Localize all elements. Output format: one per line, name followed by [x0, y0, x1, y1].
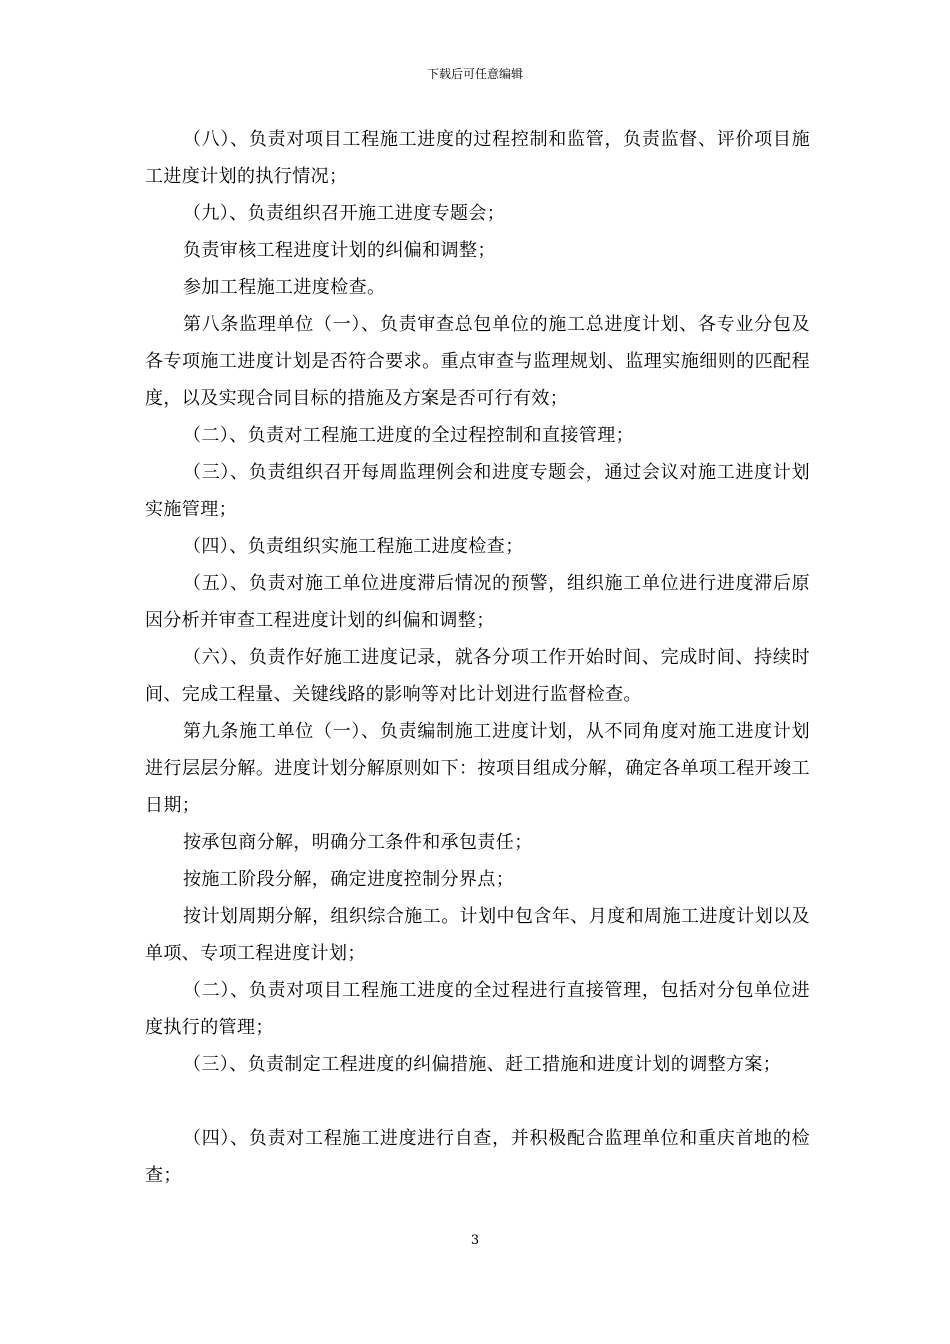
paragraph: （五）、负责对施工单位进度滞后情况的预警，组织施工单位进行进度滞后原因分析并审查工程进度计划的纠偏和调整；: [145, 573, 810, 631]
document-body: [145, 121, 810, 1194]
paragraph: 第八条监理单位（一）、负责审查总包单位的施工总进度计划、各专业分包及各专项施工进度计划是否符合要求。重点审查与监理规划、监理实施细则的匹配程度，以及实现合同目标的措施及方案是否可行有效；: [145, 314, 810, 409]
paragraph: 按计划周期分解，组织综合施工。计划中包含年、月度和周施工进度计划以及单项、专项工程进度计划；: [145, 906, 810, 964]
paragraph: 按施工阶段分解，确定进度控制分界点；: [183, 869, 515, 890]
paragraph: （四）、负责对工程施工进度进行自查，并积极配合监理单位和重庆首地的检查；: [145, 1128, 810, 1186]
paragraph: （八）、负责对项目工程施工进度的过程控制和监管，负责监督、评价项目施工进度计划的执行情况；: [145, 129, 810, 187]
page-header: 下载后可任意编辑: [426, 67, 523, 81]
paragraph: （九）、负责组织召开施工进度专题会；: [183, 203, 506, 224]
paragraph: （四）、负责组织实施工程施工进度检查；: [183, 536, 524, 557]
paragraph: （六）、负责作好施工进度记录，就各分项工作开始时间、完成时间、持续时间、完成工程量、关键线路的影响等对比计划进行监督检查。: [145, 647, 810, 705]
paragraph: 第九条施工单位（一）、负责编制施工进度计划，从不同角度对施工进度计划进行层层分解。进度计划分解原则如下：按项目组成分解，确定各单项工程开竣工日期；: [145, 721, 810, 816]
paragraph: （二）、负责对工程施工进度的全过程控制和直接管理；: [183, 425, 634, 446]
paragraph: 负责审核工程进度计划的纠偏和调整；: [183, 240, 496, 261]
page-number: 3: [470, 1233, 480, 1248]
paragraph: （二）、负责对项目工程施工进度的全过程进行直接管理，包括对分包单位进度执行的管理；: [145, 980, 810, 1038]
paragraph: 参加工程施工进度检查。: [183, 277, 386, 298]
paragraph: 按承包商分解，明确分工条件和承包责任；: [183, 832, 533, 853]
paragraph: （三）、负责组织召开每周监理例会和进度专题会，通过会议对施工进度计划实施管理；: [145, 462, 810, 520]
paragraph: （三）、负责制定工程进度的纠偏措施、赶工措施和进度计划的调整方案；: [183, 1054, 782, 1075]
